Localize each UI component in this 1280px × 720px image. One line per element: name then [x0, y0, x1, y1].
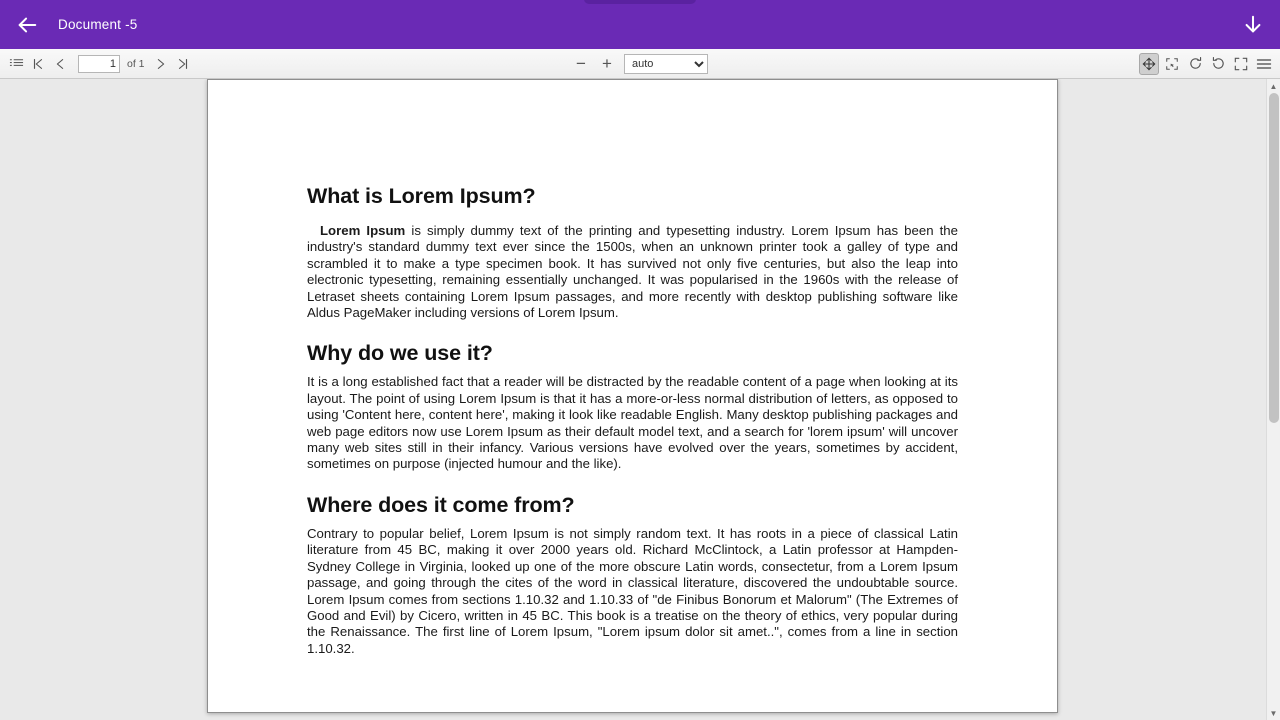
pan-tool-icon[interactable]	[1139, 53, 1159, 75]
document-section	[307, 184, 958, 321]
section-paragraph: Contrary to popular belief, Lorem Ipsum is not simply random text. It has roots in a piece of classical Latin literature from 45 BC, making it over 2000 years old. Richard McClintock, a Latin professor at Hampden-Sydney College in Virginia, looked up one of the more obscure Latin words, consectetur, from a Lorem Ipsum passage, and going through the cites of the word in classical literature, discovered the undoubtable source. Lorem Ipsum comes from sections 1.10.32 and 1.10.33 of "de Finibus Bonorum et Malorum" (The Extremes of Good and Evil) by Cicero, written in 45 BC. This book is a treatise on the theory of ethics, very popular during the Renaissance. The first line of Lorem Ipsum, "Lorem ipsum dolor sit amet..", comes from a line in section 1.10.32.	[307, 525, 958, 656]
selection-tool-icon[interactable]	[1162, 53, 1182, 75]
scroll-down-arrow[interactable]: ▼	[1269, 708, 1278, 718]
rotate-counterclockwise-icon[interactable]	[1208, 53, 1228, 75]
document-title: Document -5	[58, 17, 138, 32]
next-page-icon[interactable]	[151, 53, 171, 75]
section-paragraph	[307, 223, 958, 321]
zoom-out-button[interactable]: −	[576, 54, 586, 73]
previous-page-icon[interactable]	[50, 53, 70, 75]
document-content	[307, 80, 958, 657]
fullscreen-icon[interactable]	[1231, 53, 1251, 75]
lead-bold-text: Lorem Ipsum	[320, 223, 406, 238]
pdf-toolbar	[0, 49, 1280, 79]
first-page-icon[interactable]	[28, 53, 48, 75]
toolbar-left-group	[6, 53, 193, 75]
toolbar-right-group	[1139, 53, 1274, 75]
back-arrow-icon[interactable]	[14, 12, 40, 38]
vertical-scrollbar[interactable]	[1266, 79, 1280, 720]
window-notch	[584, 0, 696, 4]
section-body-text: is simply dummy text of the printing and typesetting industry. Lorem Ipsum has been the industry's standard dummy text ever since the 1500s, when an unknown printer took a galley of type and scrambled it to make a type specimen book. It has survived not only five centuries, but also the leap into electronic typesetting, remaining essentially unchanged. It was popularised in the 1960s with the release of Letraset sheets containing Lorem Ipsum passages, and more recently with desktop publishing software like Aldus PageMaker including versions of Lorem Ipsum.	[307, 223, 958, 321]
page-count-label: of 1	[127, 57, 145, 70]
section-heading: Where does it come from?	[307, 492, 575, 517]
section-paragraph: It is a long established fact that a reader will be distracted by the readable content of a page when looking at its layout. The point of using Lorem Ipsum is that it has a more-or-less normal distribution of letters, as opposed to using 'Content here, content here', making it look like readable English. Many desktop publishing packages and web page editors now use Lorem Ipsum as their default model text, and a search for 'lorem ipsum' will uncover many web sites still in their infancy. Various versions have evolved over the years, sometimes by accident, sometimes on purpose (injected humour and the like).	[307, 374, 958, 472]
zoom-select[interactable]	[624, 54, 708, 74]
app-bar	[0, 0, 1280, 49]
rotate-clockwise-icon[interactable]	[1185, 53, 1205, 75]
scrollbar-thumb[interactable]	[1269, 93, 1279, 423]
sidebar-toggle-icon[interactable]	[6, 53, 26, 75]
pdf-page	[207, 79, 1058, 713]
section-heading: Why do we use it?	[307, 341, 493, 366]
document-section	[307, 493, 958, 657]
document-section	[307, 341, 958, 472]
scroll-up-arrow[interactable]: ▲	[1269, 81, 1278, 91]
hamburger-menu-icon[interactable]	[1254, 53, 1274, 75]
download-icon[interactable]	[1240, 12, 1266, 38]
zoom-in-button[interactable]: +	[602, 54, 612, 73]
zoom-controls	[572, 54, 708, 74]
section-heading: What is Lorem Ipsum?	[307, 184, 536, 208]
last-page-icon[interactable]	[173, 53, 193, 75]
pdf-viewer[interactable]	[0, 79, 1280, 720]
page-number-input[interactable]	[78, 55, 120, 73]
